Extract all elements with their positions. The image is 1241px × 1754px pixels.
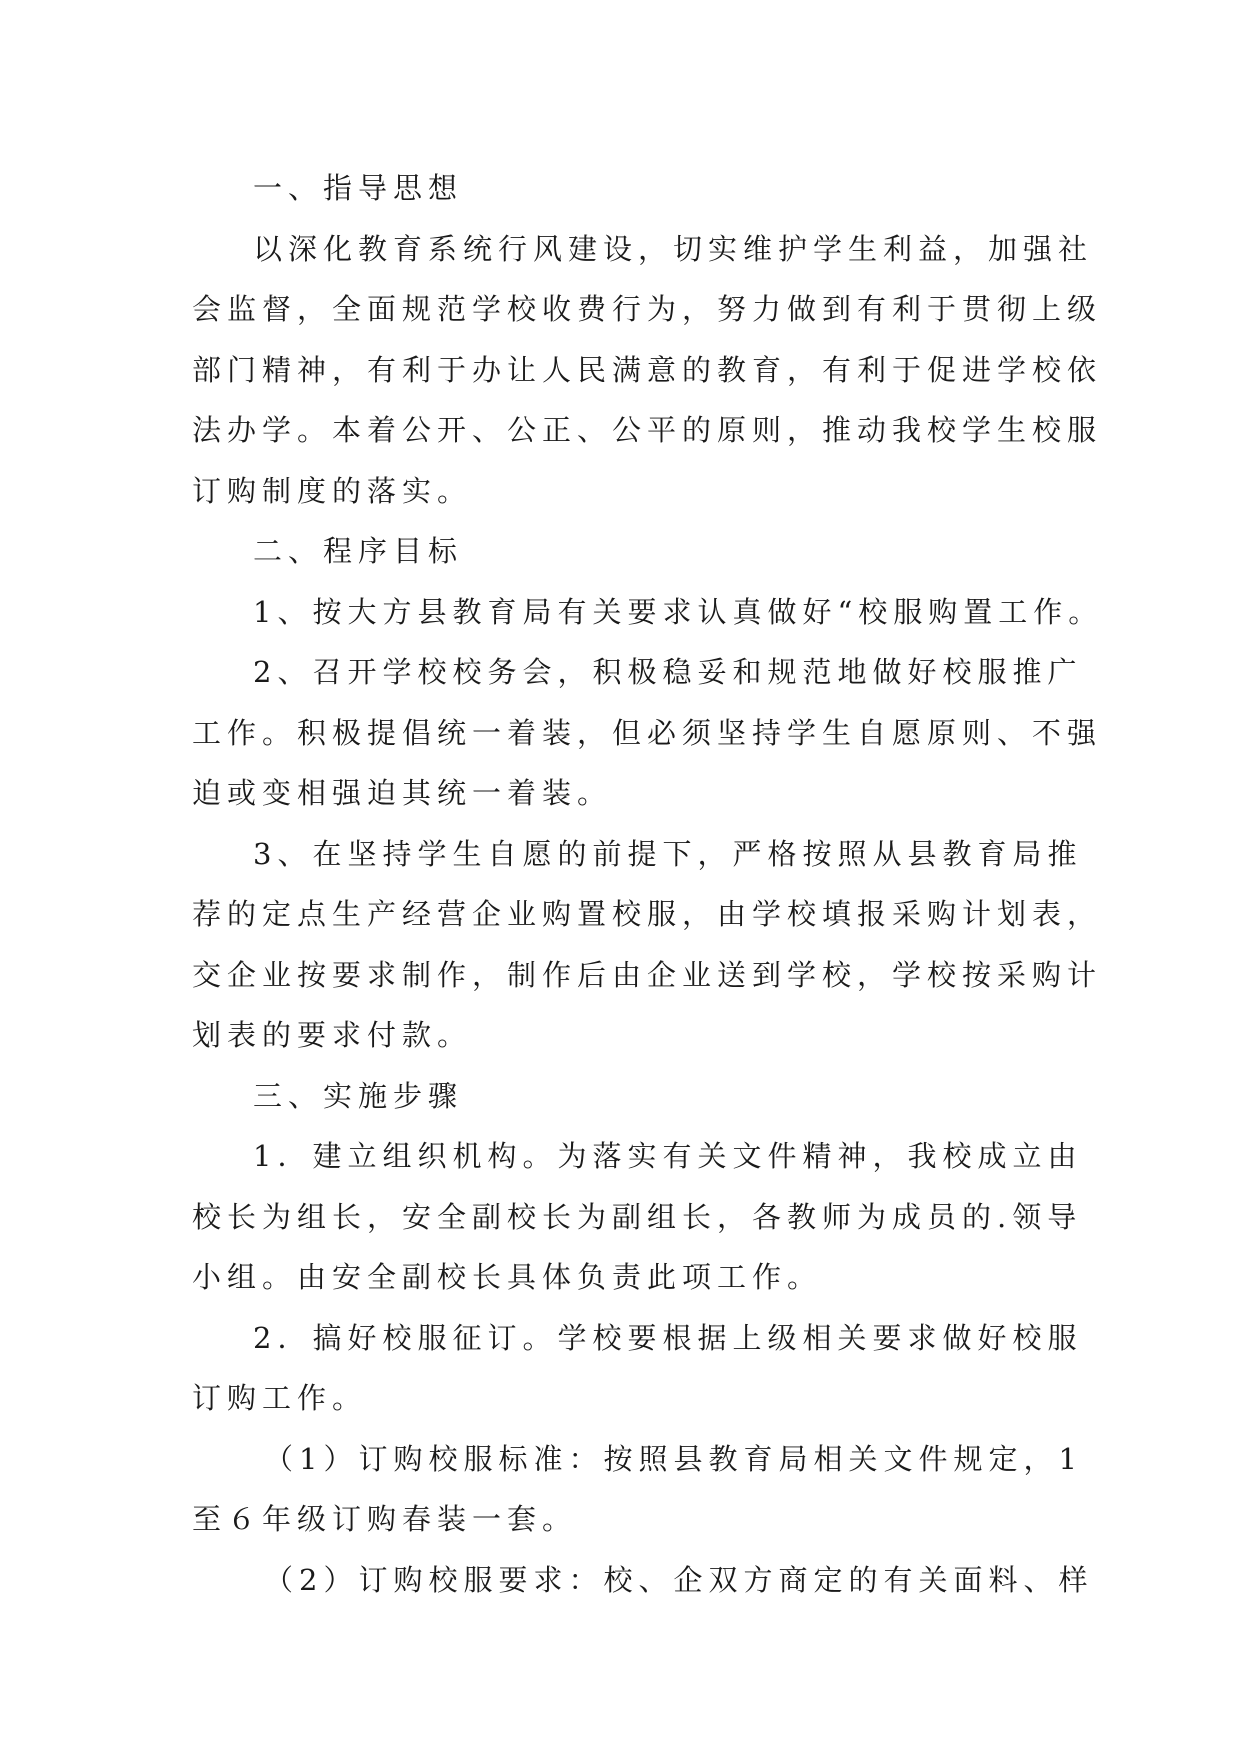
paragraph-line: 部门精神，有利于办让人民满意的教育，有利于促进学校依 xyxy=(192,352,1103,387)
paragraph-line: 法办学。本着公开、公正、公平的原则，推动我校学生校服 xyxy=(192,413,1103,447)
paragraph-line: 订购制度的落实。 xyxy=(192,473,473,508)
paragraph-line: 小组。由安全副校长具体负责此项工作。 xyxy=(192,1260,823,1294)
paragraph-line: 3、在坚持学生自愿的前提下，严格按照从县教育局推 xyxy=(253,836,1083,871)
paragraph-line: 至６年级订购春装一套。 xyxy=(192,1502,578,1536)
paragraph-line: 工作。积极提倡统一着装，但必须坚持学生自愿原则、不强 xyxy=(192,715,1103,750)
paragraph-line: 校长为组长，安全副校长为副组长，各教师为成员的.领导 xyxy=(192,1199,1083,1234)
paragraph-line: 2、召开学校校务会，积极稳妥和规范地做好校服推广 xyxy=(253,655,1083,689)
paragraph-line: 交企业按要求制作，制作后由企业送到学校，学校按采购计 xyxy=(192,957,1103,992)
paragraph-line: 2．搞好校服征订。学校要根据上级相关要求做好校服 xyxy=(253,1320,1083,1355)
paragraph-line: 会监督，全面规范学校收费行为，努力做到有利于贯彻上级 xyxy=(192,292,1103,326)
paragraph-line: 荐的定点生产经营企业购置校服，由学校填报采购计划表， xyxy=(192,897,1103,931)
paragraph-line: 以深化教育系统行风建设，切实维护学生利益，加强社 xyxy=(253,231,1094,266)
document-body xyxy=(192,158,1104,1610)
paragraph-line: 迫或变相强迫其统一着装。 xyxy=(192,776,613,810)
paragraph-line: （1）订购校服标准：按照县教育局相关文件规定，1 xyxy=(264,1441,1083,1476)
paragraph-line: 1．建立组织机构。为落实有关文件精神，我校成立由 xyxy=(253,1139,1083,1173)
paragraph-line: （2）订购校服要求：校、企双方商定的有关面料、样 xyxy=(264,1562,1094,1597)
section-heading-guiding-ideology: 一、指导思想 xyxy=(253,171,464,205)
paragraph-line: 1、按大方县教育局有关要求认真做好“校服购置工作。 xyxy=(253,594,1104,629)
paragraph-line: 划表的要求付款。 xyxy=(192,1018,473,1052)
section-heading-program-goals: 二、程序目标 xyxy=(253,534,464,568)
paragraph-line: 订购工作。 xyxy=(192,1381,368,1415)
section-heading-implementation-steps: 三、实施步骤 xyxy=(253,1078,464,1113)
